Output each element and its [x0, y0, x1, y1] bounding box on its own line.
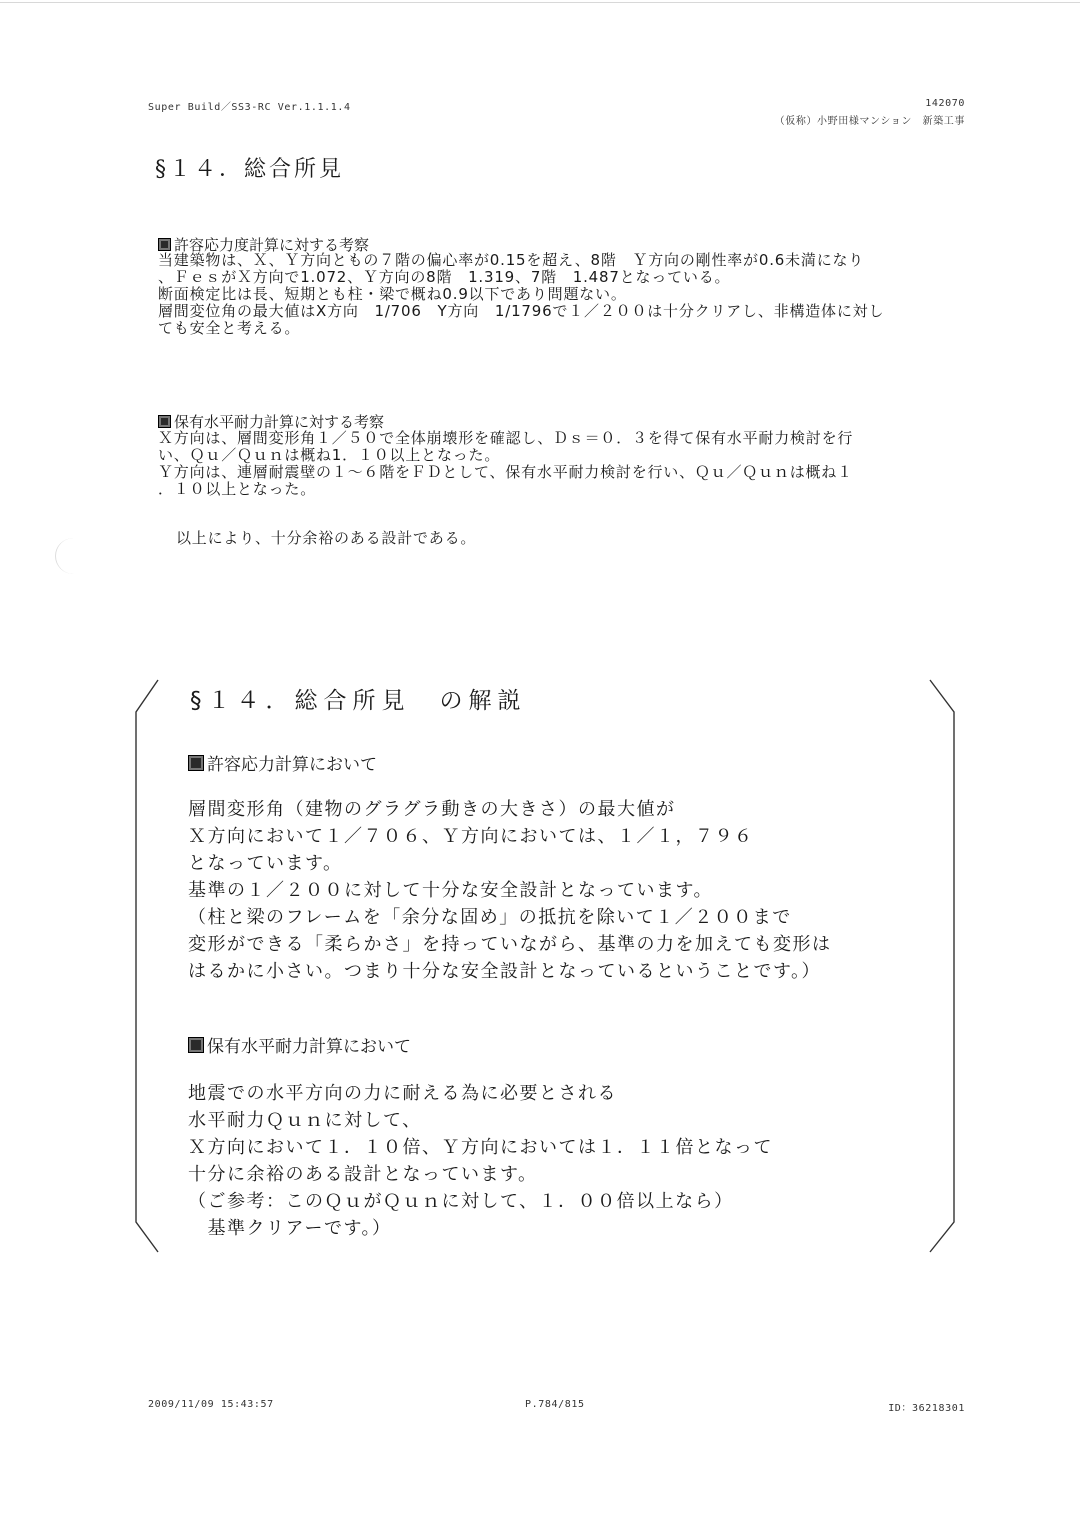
- left-bracket: [136, 680, 158, 1252]
- text-line: い、Ｑｕ／Ｑｕｎは概ね1．１０以上となった。: [158, 446, 501, 464]
- text-line: 水平耐力Ｑｕｎに対して、: [188, 1110, 422, 1131]
- text-line: Ｙ方向は、連層耐震壁の１～６階をＦＤとして、保有水平耐力検討を行い、Ｑｕ／Ｑｕｎは概ね１: [158, 463, 853, 481]
- text-line: 十分に余裕のある設計となっています。: [188, 1164, 538, 1185]
- text-line: （ご参考：このＱｕがＱｕｎに対して、１．００倍以上なら）: [188, 1191, 734, 1212]
- page-number: P.784/815: [525, 1399, 585, 1410]
- text-line: ても安全と考える。: [158, 319, 301, 337]
- horizontal-heading-text: 保有水平耐力計算に対する考察: [174, 413, 385, 431]
- text-line: 地震での水平方向の力に耐える為に必要とされる: [188, 1083, 617, 1104]
- project-name: （仮称）小野田様マンション 新築工事: [774, 116, 965, 127]
- text-line: 当建築物は、Ｘ、Ｙ方向ともの７階の偏心率が0.15を超え、8階 Ｙ方向の剛性率が0.6未満になり: [158, 251, 865, 269]
- page-title: §１４．総合所見: [155, 157, 345, 182]
- square-bullet-icon: [188, 1037, 204, 1053]
- explanation-allowable-heading-text: 許容応力計算において: [207, 755, 377, 775]
- text-line: 層間変形角（建物のグラグラ動きの大きさ）の最大値が: [188, 799, 676, 820]
- text-line: 断面検定比は長、短期とも柱・梁で概ね0.9以下であり問題ない。: [158, 285, 627, 303]
- explanation-allowable-heading: [188, 750, 377, 775]
- document-id: ID：36218301: [888, 1403, 965, 1414]
- explanation-allowable-body: [188, 796, 832, 985]
- document-number: 142070: [925, 98, 965, 109]
- right-bracket: [930, 680, 954, 1252]
- text-line: はるかに小さい。つまり十分な安全設計となっているということです。）: [188, 961, 822, 982]
- text-line: 変形ができる「柔らかさ」を持っていながら、基準の力を加えても変形は: [188, 934, 832, 955]
- explanation-title: §１４．総合所見 の解説: [190, 688, 527, 714]
- text-line: （柱と梁のフレームを「余分な固め」の抵抗を除いて１／２００まで: [188, 907, 792, 928]
- conclusion-text: 以上により、十分余裕のある設計である。: [176, 529, 477, 547]
- text-line: Ｘ方向において１／７０６、Ｙ方向においては、１／１，７９６: [188, 826, 754, 847]
- text-line: 層間変位角の最大値はX方向 1/706 Y方向 1/1796で１／２００は十分クリアし、非構造体に対し: [158, 302, 885, 320]
- explanation-horizontal-heading-text: 保有水平耐力計算において: [207, 1037, 411, 1057]
- text-line: 基準の１／２００に対して十分な安全設計となっています。: [188, 880, 714, 901]
- text-line: となっています。: [188, 853, 343, 874]
- text-line: 、ＦｅｓがＸ方向で1.072、Ｙ方向の8階 1.319、7階 1.487となっている。: [158, 268, 731, 286]
- text-line: Ｘ方向において１．１０倍、Ｙ方向においては１．１１倍となって: [188, 1137, 773, 1158]
- text-line: ．１０以上となった。: [158, 480, 317, 498]
- software-version: Super Build／SS3-RC Ver.1.1.1.4: [148, 102, 351, 113]
- text-line: Ｘ方向は、層間変形角１／５０で全体崩壊形を確認し、Ｄｓ＝０．３を得て保有水平耐力検討を行: [158, 429, 854, 447]
- text-line: 基準クリアーです。）: [188, 1218, 392, 1239]
- allowable-heading-text: 許容応力度計算に対する考察: [174, 236, 370, 254]
- explanation-horizontal-heading: [188, 1032, 411, 1057]
- print-datetime: 2009/11/09 15:43:57: [148, 1399, 274, 1410]
- explanation-horizontal-body: [188, 1080, 773, 1242]
- square-bullet-icon: [188, 755, 204, 771]
